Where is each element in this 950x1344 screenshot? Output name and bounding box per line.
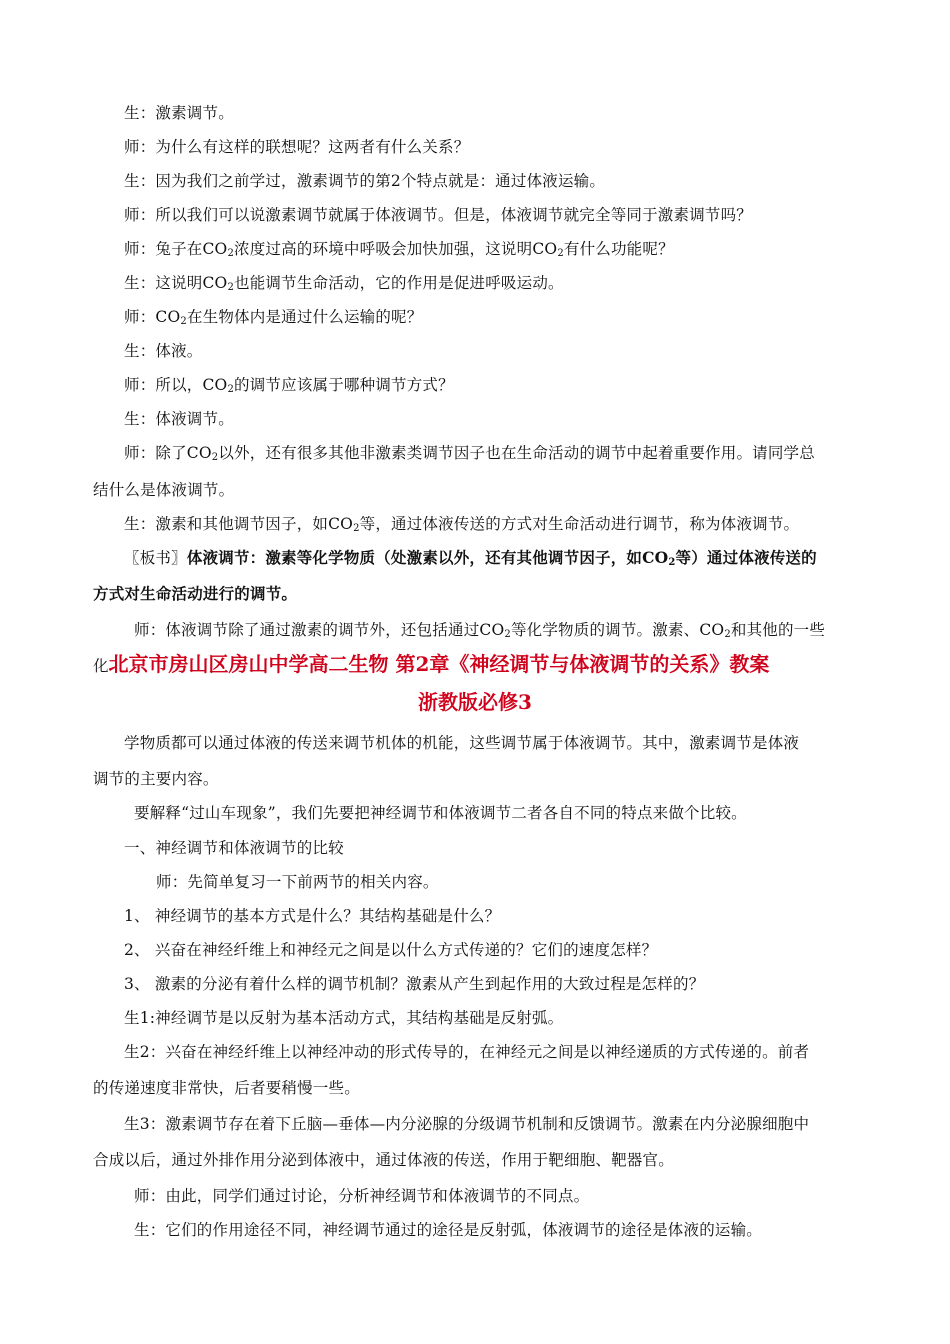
document-page: 生：激素调节。 师：为什么有这样的联想呢？这两者有什么关系？ 生：因为我们之前学过，激素调节的第2个特点就是：通过体液运输。 师：所以我们可以说激素调节就属于体液调节。但是，体液调节就完全等同于激素调节吗？ 师：兔子在$CO_2$浓度过高的环境中呼吸会加快加强，这说明$CO_2$有什么功能呢？ 生：这说明$CO_2$也能调节生命活动，它的作用是促进呼吸运动。 师：$CO_2$在生物体内是通过什么运输的呢？ 生：体液。 师：所以，$CO_2$的调节应该属于哪种调节方式？ 生：体液调节。 师：除了$CO_2$以外，还有很多其他非激素类调节因子也在生命活动的调节中起着重要作用。请同学总 结什么是体液调节。 生：激素和其他调节因子，如$CO_2$等，通过体液传送的方式对生命活动进行调节，称为体液调节。 〖板书〗体液调节：激素等化学物质（处激素以外，还有其他调节因子，如$CO_2$等）通过体液传送的 方式对生命活动进行的调节。 师：体液调节除了通过激素的调节外，还包括通过$CO_2$等化学物质的调节。激素、$CO_2$和其他的一些 化北京市房山区房山中学高二生物 第2章《神经调节与体液调节的关系》教案 浙教版必修3 学物质都可以通过体液的传送来调节机体的机能，这些调节属于体液调节。其中，激素调节是体液 调节的主要内容。 要解释“过山车现象”，我们先要把神经调节和体液调节二者各自不同的特点来做个比较。 一、神经调节和体液调节的比较 师：先简单复习一下前两节的相关内容。 1、 神经调节的基本方式是什么？其结构基础是什么？ 2、 兴奋在神经纤维上和神经元之间是以什么方式传递的？它们的速度怎样？ 3、 激素的分泌有着什么样的调节机制？激素从产生到起作用的大致过程是怎样的？ 生1:神经调节是以反射为基本活动方式，其结构基础是反射弧。 生2：兴奋在神经纤维上以神经冲动的形式传导的，在神经元之间是以神经递质的方式传递的。前者 的传递速度非常快，后者要稍慢一些。 生3：激素调节存在着下丘脑—垂体—内分泌腺的分级调节机制和反馈调节。激素在内分泌腺细胞中 合成以后，通过外排作用分泌到体液中，通过体液的传送，作用于靶细胞、靶器官。 师：由此，同学们通过讨论，分析神经调节和体液调节的不同点。 生：它们的作用途径不同，神经调节通过的途径是反射弧，体液调节的途径是体液的运输。 <box>0 0 950 1344</box>
list-item: 2、 兴奋在神经纤维上和神经元之间是以什么方式传递的？它们的速度怎样？ <box>124 941 658 959</box>
text-line: 生：它们的作用途径不同，神经调节通过的途径是反射弧，体液调节的途径是体液的运输。 <box>134 1221 763 1239</box>
text-line: 生：激素和其他调节因子，如$CO_2$等，通过体液传送的方式对生命活动进行调节，称为体液调节。 <box>124 515 800 534</box>
text-line: 生：这说明$CO_2$也能调节生命活动，它的作用是促进呼吸运动。 <box>124 274 564 293</box>
text-line: 生1:神经调节是以反射为基本活动方式，其结构基础是反射弧。 <box>124 1009 564 1027</box>
text-line: 生：因为我们之前学过，激素调节的第2个特点就是：通过体液运输。 <box>124 172 606 190</box>
text-line: 师：体液调节除了通过激素的调节外，还包括通过$CO_2$等化学物质的调节。激素、$CO_2$和其他的一些 <box>134 621 826 640</box>
text-line: 生3：激素调节存在着下丘脑—垂体—内分泌腺的分级调节机制和反馈调节。激素在内分泌腺细胞中 <box>124 1115 810 1133</box>
text-line: 的传递速度非常快，后者要稍慢一些。 <box>93 1079 360 1097</box>
section-heading: 一、神经调节和体液调节的比较 <box>124 839 344 857</box>
text-line: 要解释“过山车现象”，我们先要把神经调节和体液调节二者各自不同的特点来做个比较。 <box>134 804 747 822</box>
list-item: 1、 神经调节的基本方式是什么？其结构基础是什么？ <box>124 907 501 925</box>
text-line: 生2：兴奋在神经纤维上以神经冲动的形式传导的，在神经元之间是以神经递质的方式传递的。前者 <box>124 1043 810 1061</box>
text-line: 生：激素调节。 <box>124 104 234 122</box>
text-line: 师：兔子在$CO_2$浓度过高的环境中呼吸会加快加强，这说明$CO_2$有什么功能呢？ <box>124 240 674 259</box>
document-subtitle: 浙教版必修3 <box>418 690 532 714</box>
text-line: 生：体液。 <box>124 342 203 360</box>
text-line: 师：由此，同学们通过讨论，分析神经调节和体液调节的不同点。 <box>134 1187 590 1205</box>
text-line: 结什么是体液调节。 <box>93 481 235 499</box>
text-line: 师：所以我们可以说激素调节就属于体液调节。但是，体液调节就完全等同于激素调节吗？ <box>124 206 753 224</box>
text-line: 合成以后，通过外排作用分泌到体液中，通过体液的传送，作用于靶细胞、靶器官。 <box>93 1151 674 1169</box>
text-line: 师：除了$CO_2$以外，还有很多其他非激素类调节因子也在生命活动的调节中起着重要作用。请同学总 <box>124 444 815 463</box>
list-item: 3、 激素的分泌有着什么样的调节机制？激素从产生到起作用的大致过程是怎样的？ <box>124 975 705 993</box>
text-line: 师：先简单复习一下前两节的相关内容。 <box>156 873 439 891</box>
blackboard-note: 〖板书〗体液调节：激素等化学物质（处激素以外，还有其他调节因子，如$CO_2$等）通过体液传送的 <box>124 548 817 568</box>
text-line: 学物质都可以通过体液的传送来调节机体的机能，这些调节属于体液调节。其中，激素调节是体液 <box>124 734 800 752</box>
text-line: 调节的主要内容。 <box>93 770 219 788</box>
text-line: 生：体液调节。 <box>124 410 234 428</box>
text-line: 师：$CO_2$在生物体内是通过什么运输的呢？ <box>124 308 423 327</box>
text-line: 师：为什么有这样的联想呢？这两者有什么关系？ <box>124 138 470 156</box>
blackboard-note: 方式对生命活动进行的调节。 <box>93 584 298 603</box>
text-line: 师：所以，$CO_2$的调节应该属于哪种调节方式？ <box>124 376 454 395</box>
